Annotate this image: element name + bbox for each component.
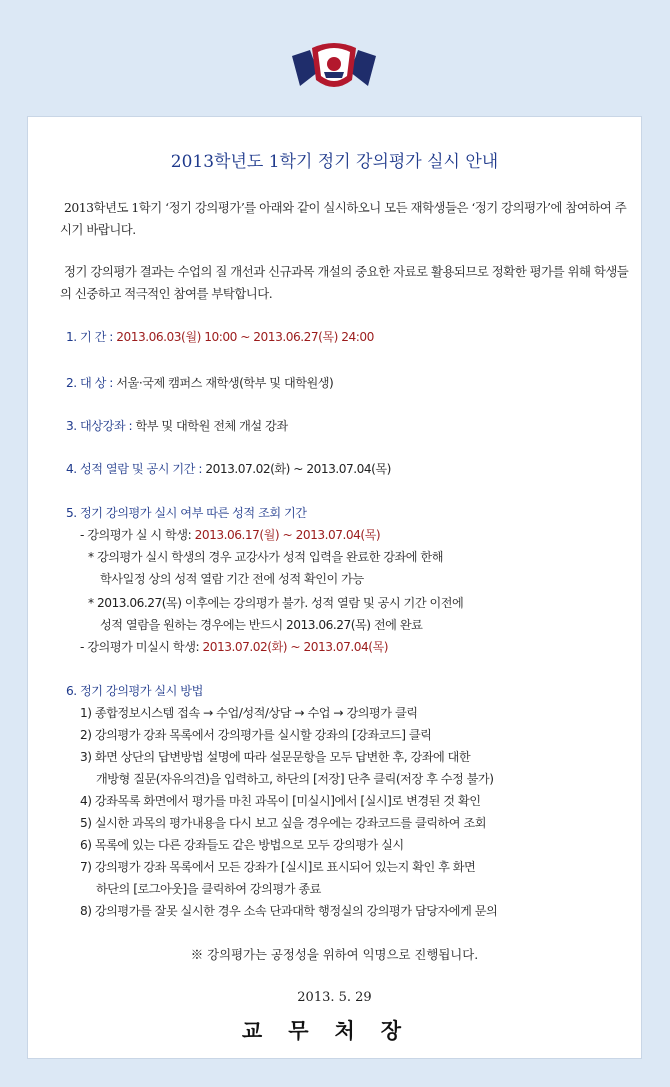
notice-title: 2013학년도 1학기 정기 강의평가 실시 안내 <box>170 152 499 172</box>
section-target: 2. 대 상 : 서울·국제 캠퍼스 재학생(학부 및 대학원생) <box>66 376 334 390</box>
evaluated-students-line: - 강의평가 실 시 학생: 2013.06.17(월) ~ 2013.07.04(목) <box>80 528 381 542</box>
method-step: 하단의 [로그아웃]을 클릭하여 강의평가 종료 <box>96 882 321 896</box>
method-step: 3) 화면 상단의 답변방법 설명에 따라 설문문항을 모두 답변한 후, 강좌에 대한 <box>80 750 471 764</box>
note-1a: * 강의평가 실시 학생의 경우 교강사가 성적 입력을 완료한 강좌에 한해 <box>88 550 443 564</box>
section-period: 1. 기 간 : 2013.06.03(월) 10:00 ~ 2013.06.27(목) 24:00 <box>66 330 374 344</box>
note-1b: 학사일정 상의 성적 열람 기간 전에 성적 확인이 가능 <box>100 572 364 586</box>
university-emblem <box>288 42 380 94</box>
non-evaluated-students-line: - 강의평가 미실시 학생: 2013.07.02(화) ~ 2013.07.04(목) <box>80 640 389 654</box>
method-step: 8) 강의평가를 잘못 실시한 경우 소속 단과대학 행정실의 강의평가 담당자에게 문의 <box>80 904 498 918</box>
note-2b: 성적 열람을 원하는 경우에는 반드시 2013.06.27(목) 전에 완료 <box>100 618 423 632</box>
anonymity-note: ※ 강의평가는 공정성을 위하여 익명으로 진행됩니다. <box>190 947 479 962</box>
method-step: 1) 종합정보시스템 접속 → 수업/성적/상담 → 수업 → 강의평가 클릭 <box>80 706 418 720</box>
method-step: 6) 목록에 있는 다른 강좌들도 같은 방법으로 모두 강의평가 실시 <box>80 838 404 852</box>
method-step: 5) 실시한 과목의 평가내용을 다시 보고 싶을 경우에는 강좌코드를 클릭하여 조회 <box>80 816 486 830</box>
section-method-heading: 6. 정기 강의평가 실시 방법 <box>66 684 203 698</box>
signature: 교무처장 <box>241 1018 428 1043</box>
issue-date: 2013. 5. 29 <box>297 990 372 1005</box>
method-step: 2) 강의평가 강좌 목록에서 강의평가를 실시할 강좌의 [강좌코드] 클릭 <box>80 728 432 742</box>
purpose-paragraph: 정기 강의평가 결과는 수업의 질 개선과 신규과목 개설의 중요한 자료로 활용되므로 정확한 평가를 위해 학생들의 신중하고 적극적인 참여를 부탁합니다. <box>60 264 629 301</box>
intro-paragraph: 2013학년도 1학기 ‘정기 강의평가’를 아래와 같이 실시하오니 모든 재학생들은 ‘정기 강의평가’에 참여하여 주시기 바랍니다. <box>60 200 627 237</box>
note-2a: * 2013.06.27(목) 이후에는 강의평가 불가. 성적 열람 및 공시 기간 이전에 <box>88 596 464 610</box>
method-step: 4) 강좌목록 화면에서 평가를 마친 과목이 [미실시]에서 [실시]로 변경된 것 확인 <box>80 794 481 808</box>
section-grade-period: 4. 성적 열람 및 공시 기간 : 2013.07.02(화) ~ 2013.07.04(목) <box>66 462 391 476</box>
section-grade-heading: 5. 정기 강의평가 실시 여부 따른 성적 조회 기간 <box>66 506 307 520</box>
notice-card <box>27 116 642 1059</box>
method-step: 7) 강의평가 강좌 목록에서 모든 강좌가 [실시]로 표시되어 있는지 확인 후 화면 <box>80 860 476 874</box>
section-courses: 3. 대상강좌 : 학부 및 대학원 전체 개설 강좌 <box>66 419 288 433</box>
method-step: 개방형 질문(자유의견)을 입력하고, 하단의 [저장] 단추 클릭(저장 후 수정 불가) <box>96 772 494 786</box>
